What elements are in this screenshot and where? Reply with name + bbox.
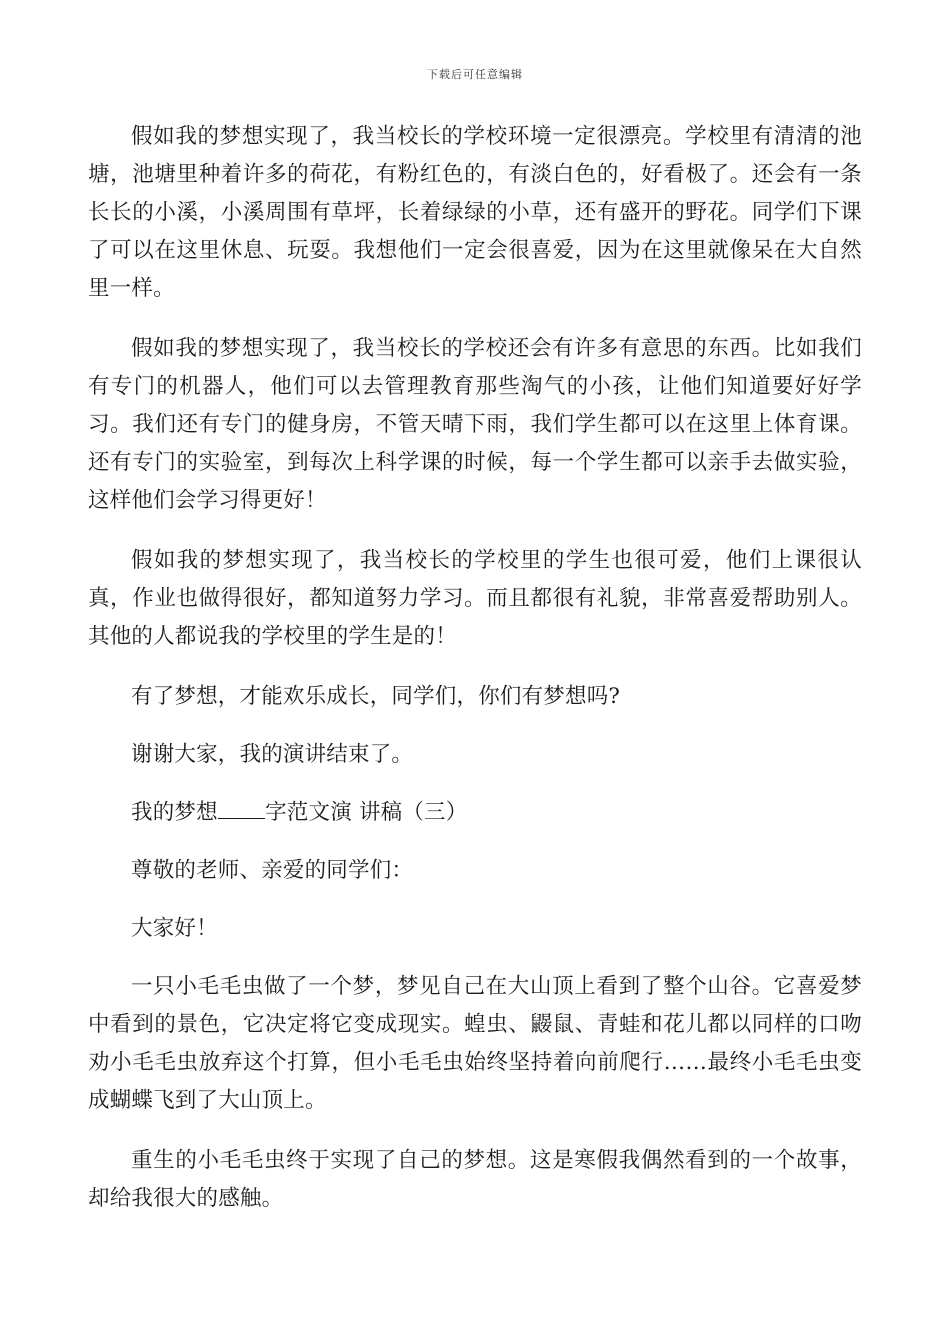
page-header: 下载后可任意编辑 <box>427 68 523 81</box>
paragraph-dream-question: 有了梦想，才能欢乐成长，同学们，你们有梦想吗? <box>131 684 621 709</box>
paragraph-school-facilities: 假如我的梦想实现了，我当校长的学校还会有许多有意思的东西。比如我们有专门的机器人，他们可以去管理教育那些淘气的小孩，让他们知道要好好学习。我们还有专门的健身房，不管天晴下雨，我们学生都可以在这里上体育课。还有专门的实验室，到每次上科学课的时候，每一个学生都可以亲手去做实验，这样他们会学习得更好！ <box>88 336 862 513</box>
paragraph-thanks: 谢谢大家，我的演讲结束了。 <box>131 742 414 767</box>
document-body <box>88 118 862 1240</box>
paragraph-caterpillar-reflection: 重生的小毛毛虫终于实现了自己的梦想。这是寒假我偶然看到的一个故事，却给我很大的感触。 <box>88 1148 862 1211</box>
paragraph-greeting: 大家好！ <box>131 916 218 941</box>
paragraph-salutation: 尊敬的老师、亲爱的同学们： <box>131 858 414 883</box>
paragraph-caterpillar-story: 一只小毛毛虫做了一个梦，梦见自己在大山顶上看到了整个山谷。它喜爱梦中看到的景色，它决定将它变成现实。蝗虫、鼹鼠、青蛙和花儿都以同样的口吻劝小毛毛虫放弃这个打算，但小毛毛虫始终坚持着向前爬行……最终小毛毛虫变成蝴蝶飞到了大山顶上。 <box>88 974 862 1113</box>
title-blank-line <box>218 797 265 820</box>
paragraph-school-environment: 假如我的梦想实现了，我当校长的学校环境一定很漂亮。学校里有清清的池塘，池塘里种着许多的荷花，有粉红色的，有淡白色的，好看极了。还会有一条长长的小溪，小溪周围有草坪，长着绿绿的小草，还有盛开的野花。同学们下课了可以在这里休息、玩耍。我想他们一定会很喜爱，因为在这里就像呆在大自然里一样。 <box>88 124 862 301</box>
section-title-after: 字范文演 讲稿（三） <box>265 800 468 825</box>
paragraph-school-students: 假如我的梦想实现了，我当校长的学校里的学生也很可爱，他们上课很认真，作业也做得很好，都知道努力学习。而且都很有礼貌，非常喜爱帮助别人。其他的人都说我的学校里的学生是的！ <box>88 548 862 649</box>
section-title <box>88 794 862 832</box>
section-title-before: 我的梦想 <box>131 800 218 825</box>
